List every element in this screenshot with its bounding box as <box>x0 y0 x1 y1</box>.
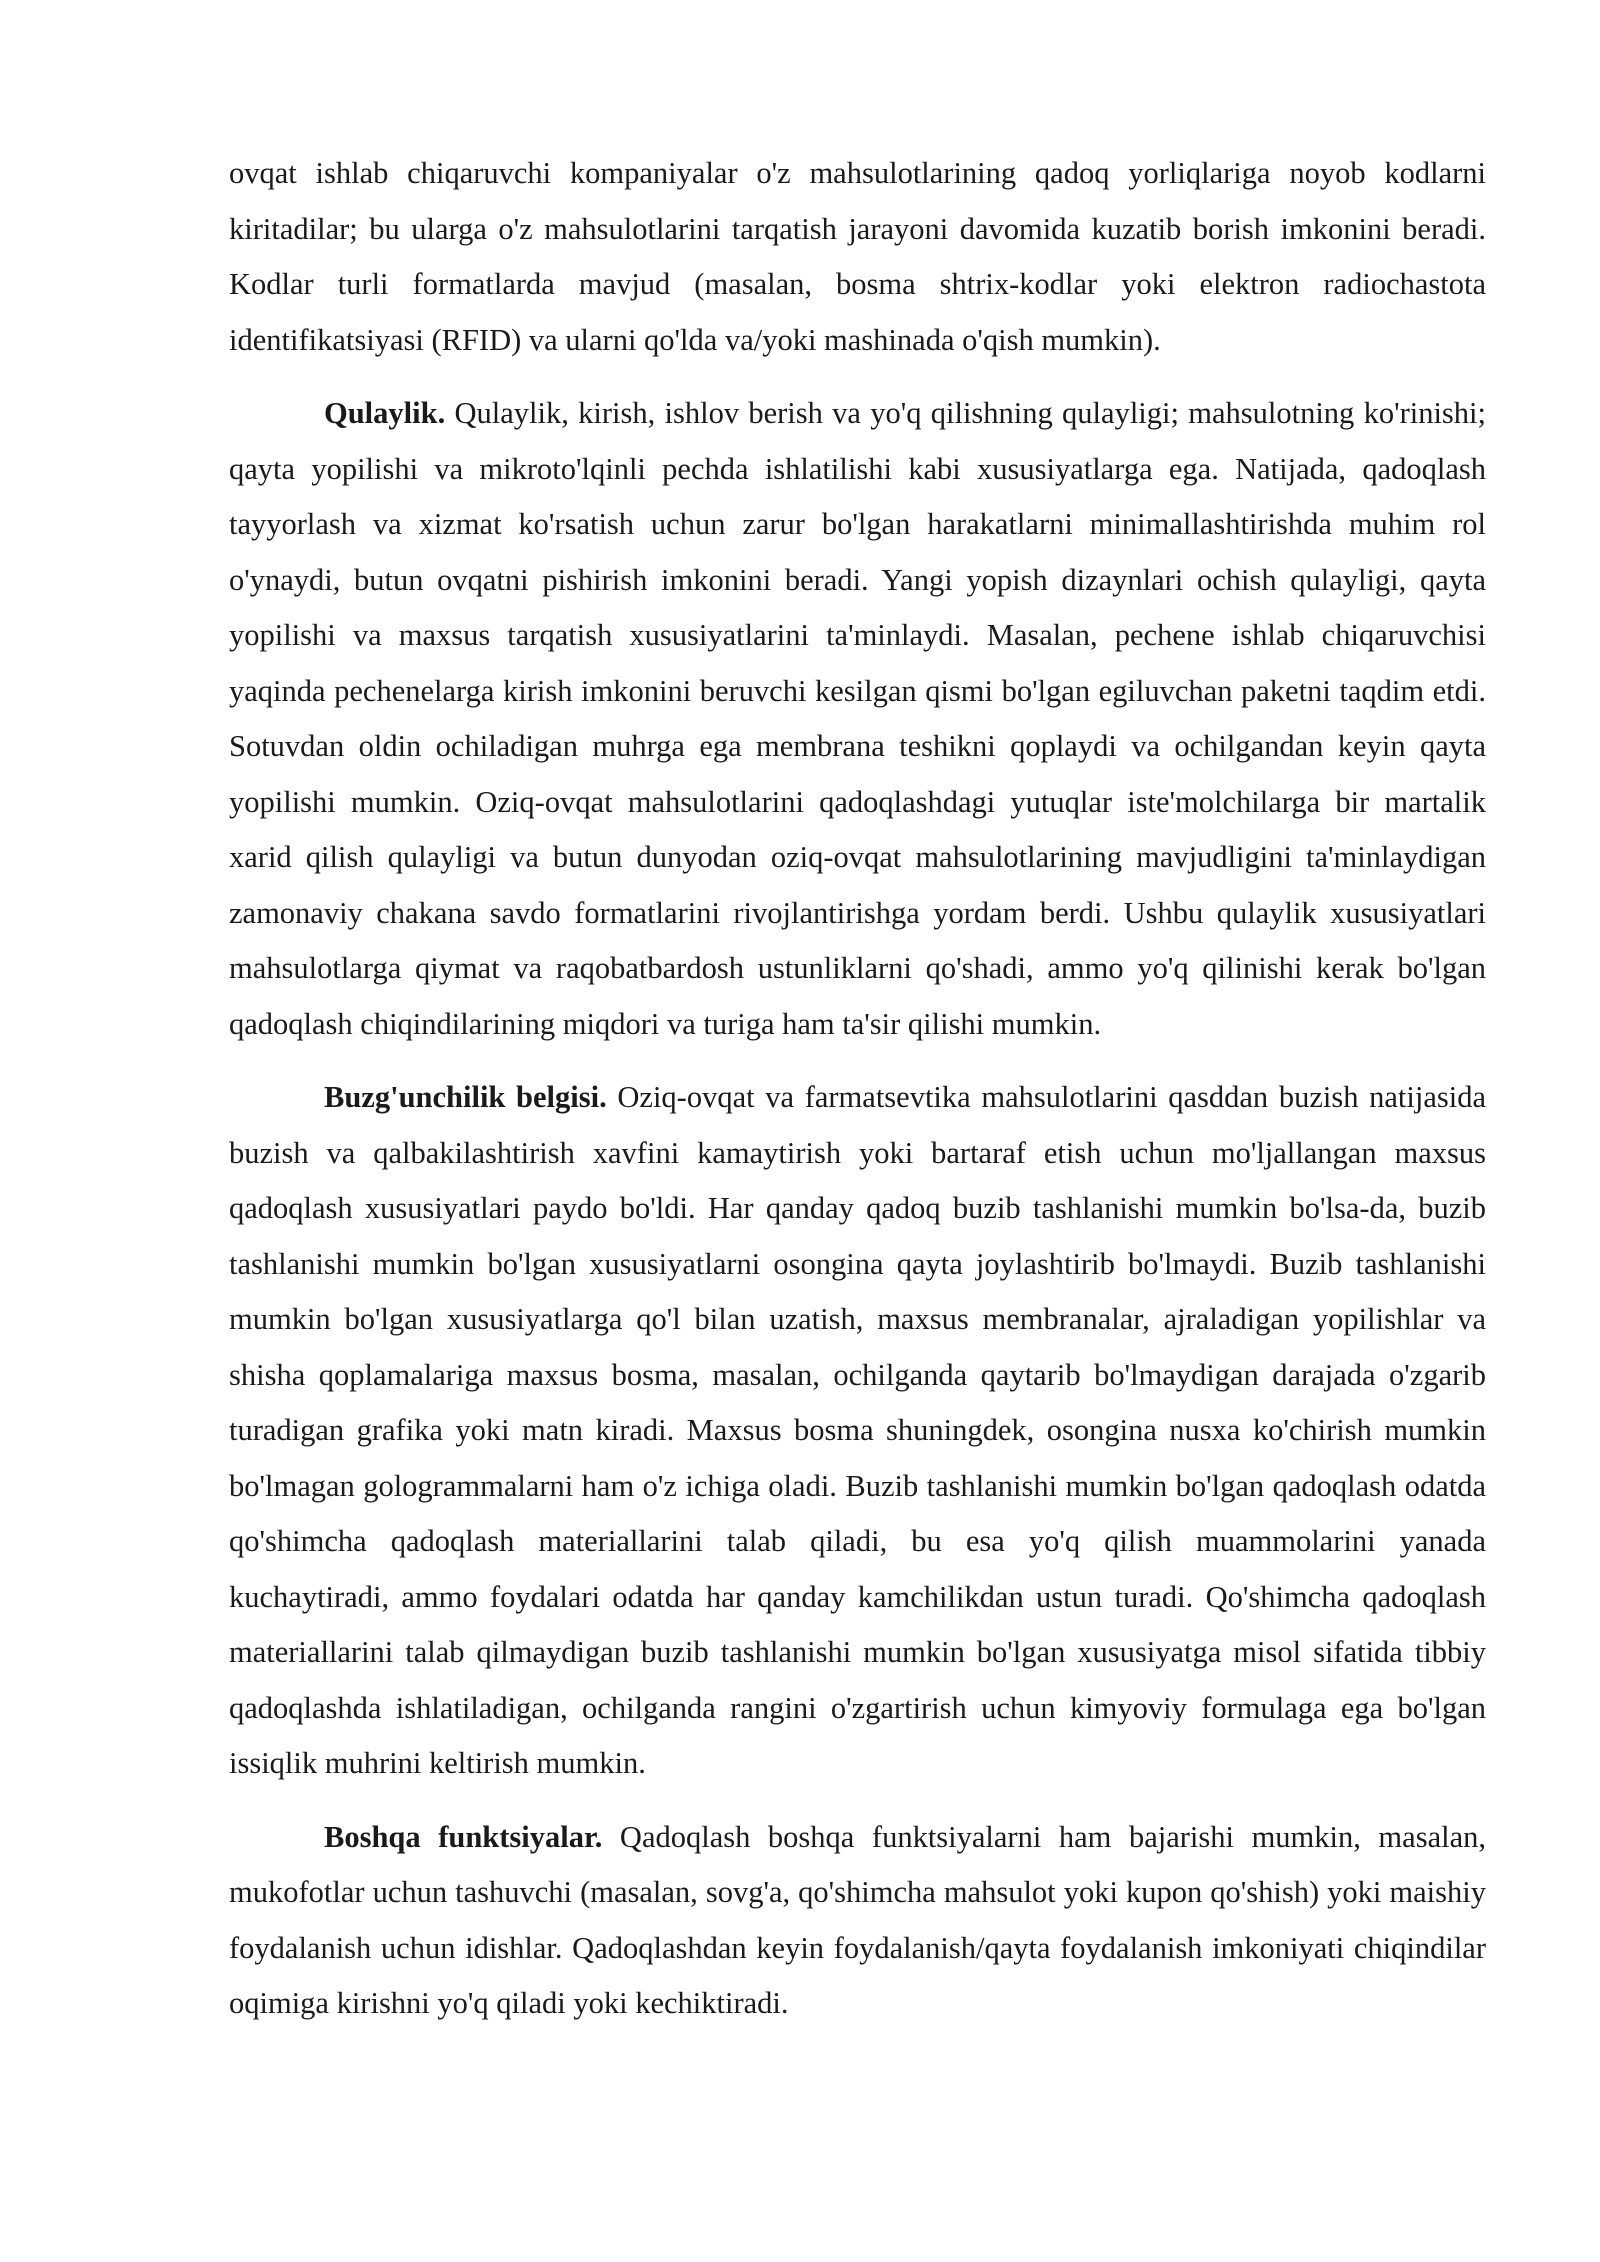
paragraph-text: Qulaylik, kirish, ishlov berish va yo'q qilishning qulayligi; mahsulotning ko'rinishi; qayta yopilishi va mikroto'lqinli pechda ishlatilishi kabi xususiyatlarga ega. Natijada, qadoqlash tayyorlash va xizmat ko'rsatish uchun zarur bo'lgan harakatlarni minimallashtirishda muhim rol o'ynaydi, butun ovqatni pishirish imkonini beradi. Yangi yopish dizaynlari ochish qulayligi, qayta yopilishi va maxsus tarqatish xususiyatlarini ta'minlaydi. Masalan, pechene ishlab chiqaruvchisi yaqinda pechenelarga kirish imkonini beruvchi kesilgan qismi bo'lgan egiluvchan paketni taqdim etdi. Sotuvdan oldin ochiladigan muhrga ega membrana teshikni qoplaydi va ochilgandan keyin qayta yopilishi mumkin. Oziq-ovqat mahsulotlarini qadoqlashdagi yutuqlar iste'molchilarga bir martalik xarid qilish qulayligi va butun dunyodan oziq-ovqat mahsulotlarining mavjudligini ta'minlaydigan zamonaviy chakana savdo formatlarini rivojlantirishga yordam berdi. Ushbu qulaylik xususiyatlari mahsulotlarga qiymat va raqobatbardosh ustunliklarni qo'shadi, ammo yo'q qilinishi kerak bo'lgan qadoqlash chiqindilarining miqdori va turiga ham ta'sir qilishi mumkin. <box>229 396 1486 1041</box>
paragraph-text: ovqat ishlab chiqaruvchi kompaniyalar o'z mahsulotlarining qadoq yorliqlariga noyob kodlarni kiritadilar; bu ularga o'z mahsulotlarini tarqatish jarayoni davomida kuzatib borish imkonini beradi. Kodlar turli formatlarda mavjud (masalan, bosma shtrix-kodlar yoki elektron radiochastota identifikatsiyasi (RFID) va ularni qo'lda va/yoki mashinada o'qish mumkin). <box>229 156 1486 357</box>
paragraph-heading: Buzg'unchilik belgisi. <box>324 1080 607 1114</box>
document-page <box>229 146 1486 2050</box>
paragraph-text: Oziq-ovqat va farmatsevtika mahsulotlarini qasddan buzish natijasida buzish va qalbakilashtirish xavfini kamaytirish yoki bartaraf etish uchun mo'ljallangan maxsus qadoqlash xususiyatlari paydo bo'ldi. Har qanday qadoq buzib tashlanishi mumkin bo'lsa-da, buzib tashlanishi mumkin bo'lgan xususiyatlarni osongina qayta joylashtirib bo'lmaydi. Buzib tashlanishi mumkin bo'lgan xususiyatlarga qo'l bilan uzatish, maxsus membranalar, ajraladigan yopilishlar va shisha qoplamalariga maxsus bosma, masalan, ochilganda qaytarib bo'lmaydigan darajada o'zgarib turadigan grafika yoki matn kiradi. Maxsus bosma shuningdek, osongina nusxa ko'chirish mumkin bo'lmagan gologrammalarni ham o'z ichiga oladi. Buzib tashlanishi mumkin bo'lgan qadoqlash odatda qo'shimcha qadoqlash materiallarini talab qiladi, bu esa yo'q qilish muammolarini yanada kuchaytiradi, ammo foydalari odatda har qanday kamchilikdan ustun turadi. Qo'shimcha qadoqlash materiallarini talab qilmaydigan buzib tashlanishi mumkin bo'lgan xususiyatga misol sifatida tibbiy qadoqlashda ishlatiladigan, ochilganda rangini o'zgartirish uchun kimyoviy formulaga ega bo'lgan issiqlik muhrini keltirish mumkin. <box>229 1080 1486 1780</box>
paragraph-heading: Qulaylik. <box>324 396 446 430</box>
paragraph-boshqa-funktsiyalar <box>229 1810 1486 2032</box>
paragraph-heading: Boshqa funktsiyalar. <box>324 1819 603 1854</box>
paragraph-text: Qadoqlash boshqa funktsiyalarni ham bajarishi mumkin, masalan, mukofotlar uchun tashuvchi (masalan, sovg'a, qo'shimcha mahsulot yoki kupon qo'shish) yoki maishiy foydalanish uchun idishlar. Qadoqlashdan keyin foydalanish/qayta foydalanish imkoniyati chiqindilar oqimiga kirishni yo'q qiladi yoki kechiktiradi. <box>229 1819 1486 2020</box>
paragraph-buzgunchilik-belgisi <box>229 1070 1486 1792</box>
paragraph-continuation <box>229 146 1486 368</box>
paragraph-qulaylik <box>229 386 1486 1052</box>
